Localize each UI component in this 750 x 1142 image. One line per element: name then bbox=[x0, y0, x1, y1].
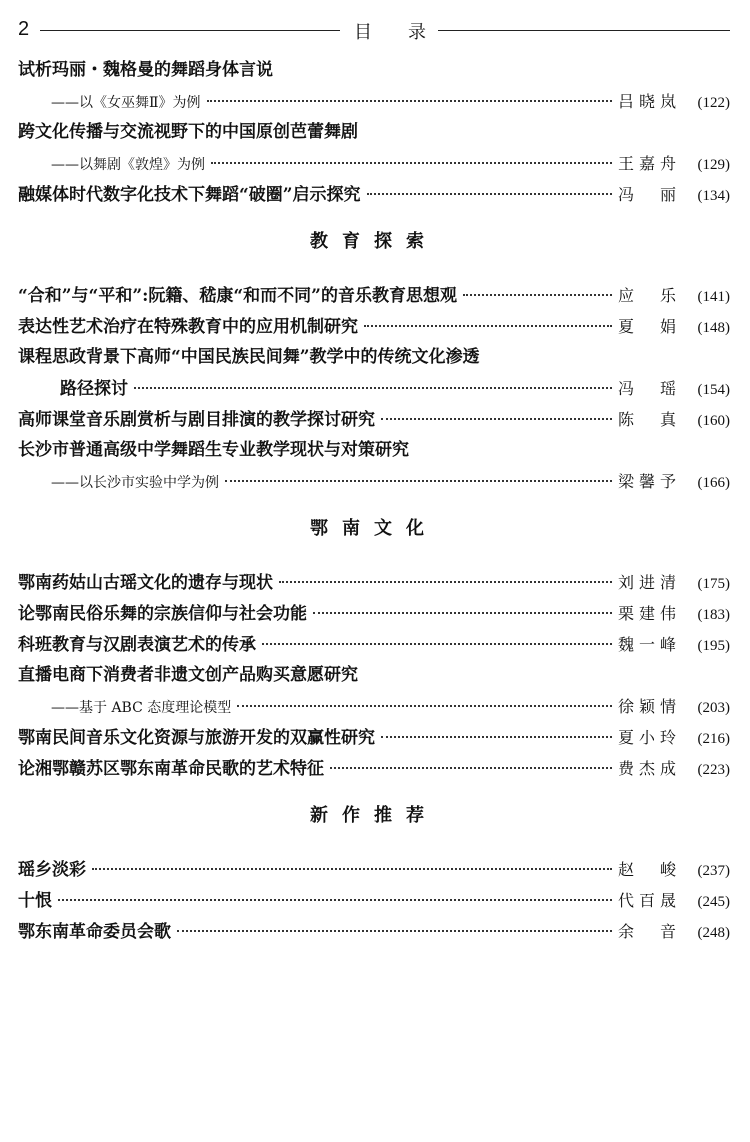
header-title-char: 目 bbox=[354, 22, 372, 43]
section-heading: 鄂南文化 bbox=[310, 518, 438, 539]
toc-page-number: (166) bbox=[697, 475, 730, 491]
dot-leader bbox=[381, 418, 612, 420]
toc-author: 梁馨予 bbox=[618, 472, 676, 491]
toc-author: 冯 丽 bbox=[618, 185, 676, 204]
dot-leader bbox=[364, 325, 612, 327]
dot-leader bbox=[279, 581, 612, 583]
toc-entry bbox=[18, 722, 730, 753]
toc-author: 栗建伟 bbox=[618, 604, 676, 623]
toc-article-title: 鄂南药姑山古瑶文化的遗存与现状 bbox=[18, 573, 273, 593]
toc-page-number: (141) bbox=[697, 289, 730, 305]
toc-entry bbox=[18, 691, 730, 722]
toc-author: 夏 娟 bbox=[618, 317, 676, 336]
section-spacer bbox=[18, 257, 730, 280]
section-heading: 新作推荐 bbox=[310, 805, 438, 826]
toc-page-number: (154) bbox=[697, 382, 730, 398]
toc-subtitle: ——以舞剧《敦煌》为例 bbox=[51, 157, 205, 173]
toc-article-title: 长沙市普通高级中学舞蹈生专业教学现状与对策研究 bbox=[18, 440, 409, 460]
section-spacer bbox=[18, 544, 730, 567]
toc-article-title: 路径探讨 bbox=[60, 379, 128, 399]
toc-article-title: 课程思政背景下高师“中国民族民间舞”教学中的传统文化渗透 bbox=[18, 347, 480, 367]
toc-page-number: (237) bbox=[697, 863, 730, 879]
toc-entry bbox=[18, 854, 730, 885]
section-spacer bbox=[18, 831, 730, 854]
toc-article-title: 论湘鄂赣苏区鄂东南革命民歌的艺术特征 bbox=[18, 759, 324, 779]
toc-page-number: (175) bbox=[697, 576, 730, 592]
toc-entry bbox=[18, 885, 730, 916]
dot-leader bbox=[381, 736, 612, 738]
toc-author: 陈 真 bbox=[618, 410, 676, 429]
toc-article-title: 鄂南民间音乐文化资源与旅游开发的双赢性研究 bbox=[18, 728, 375, 748]
toc-article-title: 科班教育与汉剧表演艺术的传承 bbox=[18, 635, 256, 655]
dot-leader bbox=[177, 930, 612, 932]
dot-leader bbox=[463, 294, 612, 296]
toc-article-title: 鄂东南革命委员会歌 bbox=[18, 922, 171, 942]
toc-entry bbox=[18, 567, 730, 598]
toc-article-title: 表达性艺术治疗在特殊教育中的应用机制研究 bbox=[18, 317, 358, 337]
toc-author: 冯 瑶 bbox=[618, 379, 676, 398]
dot-leader bbox=[330, 767, 612, 769]
section-spacer bbox=[18, 784, 730, 801]
toc-author: 余 音 bbox=[618, 922, 676, 941]
header-rule-right bbox=[438, 30, 730, 31]
dot-leader bbox=[262, 643, 612, 645]
toc-article-title: 直播电商下消费者非遗文创产品购买意愿研究 bbox=[18, 665, 358, 685]
toc-author: 代百晟 bbox=[618, 891, 676, 910]
toc-author: 赵 峻 bbox=[618, 860, 676, 879]
header-rule-left bbox=[40, 30, 340, 31]
toc-subtitle: ——基于 ABC 态度理论模型 bbox=[51, 700, 232, 716]
toc-entry bbox=[18, 598, 730, 629]
toc-page-number: (248) bbox=[697, 925, 730, 941]
toc-page-number: (216) bbox=[697, 731, 730, 747]
page-header bbox=[18, 16, 730, 44]
toc-entry bbox=[18, 466, 730, 497]
header-title bbox=[354, 18, 426, 44]
toc-article-title: 融媒体时代数字化技术下舞蹈“破圈”启示探究 bbox=[18, 185, 361, 205]
toc-page-number: (245) bbox=[697, 894, 730, 910]
toc-entry bbox=[18, 373, 730, 404]
section-spacer bbox=[18, 497, 730, 514]
dot-leader bbox=[367, 193, 612, 195]
toc-entry bbox=[18, 280, 730, 311]
section-heading: 教育探索 bbox=[310, 231, 438, 252]
toc-page-number: (129) bbox=[697, 157, 730, 173]
toc-page-number: (203) bbox=[697, 700, 730, 716]
toc-subtitle: ——以长沙市实验中学为例 bbox=[51, 475, 219, 491]
toc-entry bbox=[18, 311, 730, 342]
toc-article-title: 高师课堂音乐剧赏析与剧目排演的教学探讨研究 bbox=[18, 410, 375, 430]
toc-article-title: 试析玛丽・魏格曼的舞蹈身体言说 bbox=[18, 60, 273, 80]
toc-entry bbox=[18, 86, 730, 117]
section-spacer bbox=[18, 210, 730, 227]
toc-article-title: 瑶乡淡彩 bbox=[18, 860, 86, 880]
toc-entry bbox=[18, 629, 730, 660]
page-number: 2 bbox=[18, 18, 30, 40]
toc-author: 刘进清 bbox=[618, 573, 676, 592]
toc-author: 应 乐 bbox=[618, 286, 676, 305]
toc-article-title: “合和”与“平和”:阮籍、嵇康“和而不同”的音乐教育思想观 bbox=[18, 286, 457, 306]
toc-page-number: (160) bbox=[697, 413, 730, 429]
toc-entry bbox=[18, 404, 730, 435]
dot-leader bbox=[211, 162, 612, 164]
toc-page-number: (134) bbox=[697, 188, 730, 204]
toc-article-title: 论鄂南民俗乐舞的宗族信仰与社会功能 bbox=[18, 604, 307, 624]
toc-page-number: (122) bbox=[697, 95, 730, 111]
table-of-contents bbox=[18, 55, 730, 947]
toc-entry bbox=[18, 179, 730, 210]
toc-page-number: (183) bbox=[697, 607, 730, 623]
dot-leader bbox=[207, 100, 612, 102]
toc-author: 魏一峰 bbox=[618, 635, 676, 654]
toc-author: 费杰成 bbox=[618, 759, 676, 778]
dot-leader bbox=[225, 480, 612, 482]
toc-page-number: (223) bbox=[697, 762, 730, 778]
toc-article-title: 跨文化传播与交流视野下的中国原创芭蕾舞剧 bbox=[18, 122, 358, 142]
dot-leader bbox=[313, 612, 612, 614]
dot-leader bbox=[58, 899, 612, 901]
toc-entry bbox=[18, 916, 730, 947]
toc-author: 吕晓岚 bbox=[618, 92, 676, 111]
dot-leader bbox=[134, 387, 612, 389]
toc-entry bbox=[18, 148, 730, 179]
toc-entry bbox=[18, 753, 730, 784]
toc-subtitle: ——以《女巫舞Ⅱ》为例 bbox=[51, 95, 201, 111]
toc-author: 夏小玲 bbox=[618, 728, 676, 747]
dot-leader bbox=[237, 705, 612, 707]
toc-page-number: (195) bbox=[697, 638, 730, 654]
toc-page-number: (148) bbox=[697, 320, 730, 336]
header-title-char: 录 bbox=[408, 22, 426, 43]
toc-author: 王嘉舟 bbox=[618, 154, 676, 173]
toc-article-title: 十恨 bbox=[18, 891, 52, 911]
dot-leader bbox=[92, 868, 612, 870]
toc-author: 徐颖情 bbox=[618, 697, 676, 716]
